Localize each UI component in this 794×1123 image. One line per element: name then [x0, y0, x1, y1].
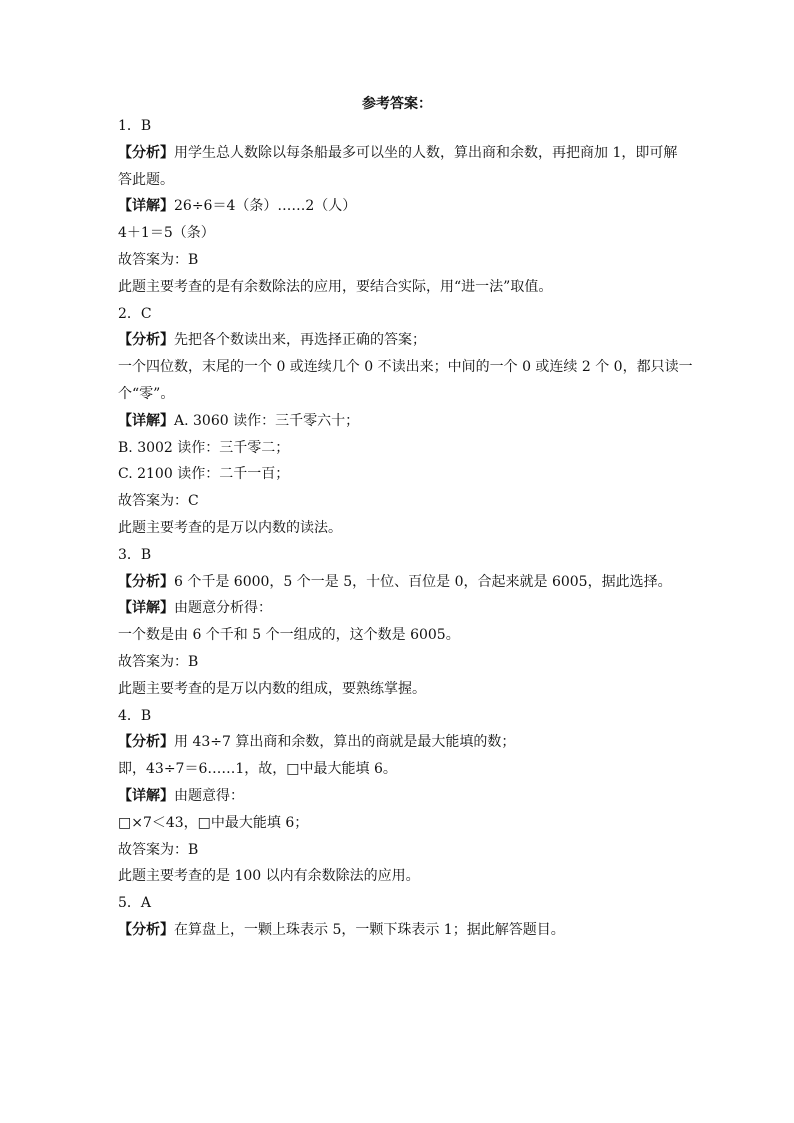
q2-detail-text: A. 3060 读作：三千零六十； — [174, 412, 360, 429]
detail-tag: 【详解】 — [118, 600, 174, 617]
q3-number: 3．B — [118, 546, 152, 563]
q4-number: 4．B — [118, 707, 152, 724]
q1-detail-line2: 4＋1＝5（条） — [118, 225, 215, 242]
analysis-tag: 【分析】 — [118, 332, 174, 349]
q1-number: 1．B — [118, 118, 152, 134]
analysis-tag: 【分析】 — [118, 921, 174, 938]
q3-detail-line2: 一个数是由 6 个千和 5 个一组成的，这个数是 6005。 — [118, 627, 460, 644]
q2-analysis-line3: 个“零”。 — [118, 385, 175, 402]
q1-answer: 故答案为：B — [118, 251, 199, 268]
q5-number: 5．A — [118, 895, 152, 912]
q2-number: 2．C — [118, 305, 152, 322]
detail-tag: 【详解】 — [118, 412, 174, 429]
q2-detail — [118, 408, 678, 435]
q2-answer: 故答案为：C — [118, 493, 199, 510]
q4-analysis-line2: 即，43÷7＝6……1，故，□中最大能填 6。 — [118, 761, 397, 778]
q4-analysis — [118, 729, 678, 756]
q3-analysis-text: 6 个千是 6000，5 个一是 5，十位、百位是 0，合起来就是 6005，据此选择。 — [174, 573, 672, 590]
q4-detail-text: 由题意得： — [174, 787, 244, 804]
q3-detail-text: 由题意分析得： — [174, 600, 272, 617]
q1-detail — [118, 193, 678, 220]
q3-detail — [118, 595, 678, 622]
q1-analysis — [118, 140, 678, 167]
q3-summary: 此题主要考查的是万以内数的组成，要熟练掌握。 — [118, 680, 426, 697]
q4-detail — [118, 783, 678, 810]
q2-detail-line3: C. 2100 读作：二千一百； — [118, 466, 290, 483]
q3-answer: 故答案为：B — [118, 653, 199, 670]
detail-tag: 【详解】 — [118, 198, 174, 215]
analysis-tag: 【分析】 — [118, 144, 174, 161]
q4-detail-line2: □×7＜43，□中最大能填 6； — [118, 814, 309, 831]
page-title: 参考答案： — [362, 96, 432, 112]
q2-analysis-line2: 一个四位数，末尾的一个 0 或连续几个 0 不读出来；中间的一个 0 或连续 2 个 0，都只读一 — [118, 359, 693, 376]
q4-summary: 此题主要考查的是 100 以内有余数除法的应用。 — [118, 868, 420, 885]
analysis-tag: 【分析】 — [118, 573, 174, 590]
q5-analysis-text: 在算盘上，一颗上珠表示 5，一颗下珠表示 1；据此解答题目。 — [174, 921, 565, 938]
q4-answer: 故答案为：B — [118, 841, 199, 858]
q1-analysis-cont: 答此题。 — [118, 171, 174, 188]
q2-analysis-text: 先把各个数读出来，再选择正确的答案； — [174, 332, 426, 349]
detail-tag: 【详解】 — [118, 787, 174, 804]
q3-analysis — [118, 569, 678, 596]
q2-detail-line2: B. 3002 读作：三千零二； — [118, 439, 290, 456]
q2-summary: 此题主要考查的是万以内数的读法。 — [118, 519, 342, 536]
q1-analysis-text: 用学生总人数除以每条船最多可以坐的人数，算出商和余数，再把商加 1，即可解 — [174, 144, 678, 161]
q4-analysis-text: 用 43÷7 算出商和余数，算出的商就是最大能填的数； — [174, 734, 516, 751]
q1-detail-text: 26÷6＝4（条）……2（人） — [174, 198, 357, 215]
analysis-tag: 【分析】 — [118, 734, 174, 751]
answer-content — [118, 113, 693, 944]
q1-summary: 此题主要考查的是有余数除法的应用，要结合实际，用“进一法”取值。 — [118, 278, 553, 295]
q5-analysis — [118, 917, 678, 944]
q2-analysis — [118, 327, 678, 354]
